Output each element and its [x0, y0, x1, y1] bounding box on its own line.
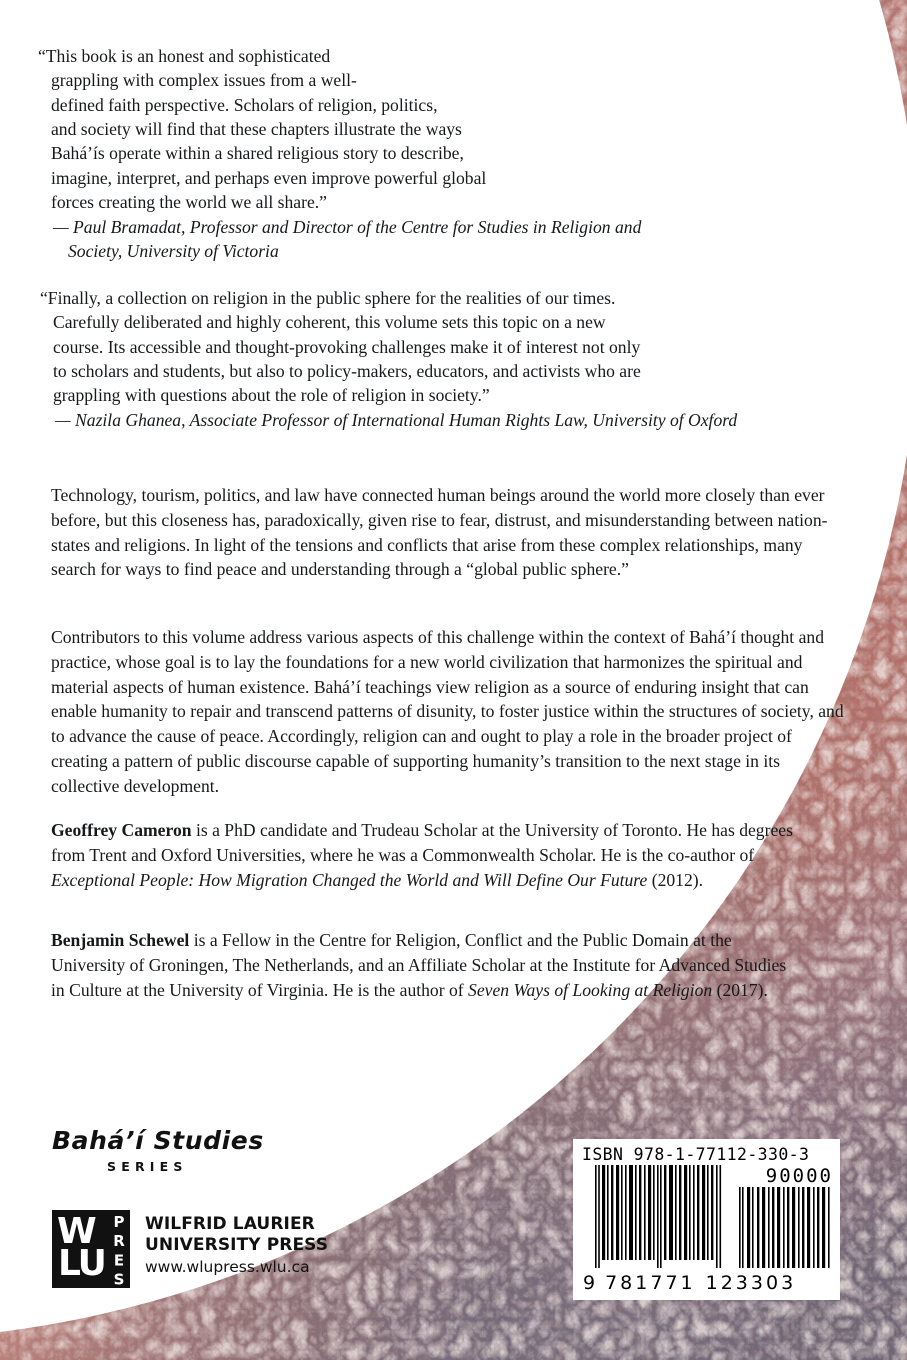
blurb-line: “This book is an honest and sophisticated — [38, 46, 331, 66]
bio-text-after: (2012). — [647, 869, 704, 890]
ean-lead-digit: 9 — [583, 1272, 597, 1294]
blurb-attribution: — Nazila Ghanea, Associate Professor of International Human Rights Law, University of Oxford — [55, 409, 738, 430]
series-word: SERIES — [107, 1159, 188, 1174]
blurb-line: Carefully deliberated and highly coherent, this volume sets this topic on a new — [53, 312, 606, 333]
author-bio-cameron — [51, 818, 811, 892]
author-name: Benjamin Schewel — [51, 930, 190, 950]
blurb-bramadat — [38, 44, 678, 263]
series-logo — [52, 1128, 264, 1174]
bio-text-after: (2017). — [712, 979, 768, 1000]
blurb-line: Bahá’ís operate within a shared religious story to describe, — [51, 143, 464, 164]
publisher-logo — [52, 1210, 329, 1309]
barcode-addon-bars-icon — [739, 1187, 831, 1268]
ean13-barcode-icon — [595, 1165, 725, 1268]
blurb-line: and society will find that these chapters illustrate the ways — [51, 119, 462, 140]
wlu-press-mark-icon — [52, 1210, 130, 1309]
description-paragraph-overview: Technology, tourism, politics, and law have connected human beings around the world more closely than ever before, but this closeness has, paradoxically, given rise to fear, distrust, and misunderstanding between nation-states and religions. In light of the tensions and conflicts that arise from these complex relationships, many search for ways to find peace and understanding through a “global public sphere.” — [51, 485, 828, 580]
bio-work-title: Exceptional People: How Migration Changed the World and Will Define Our Future — [51, 869, 648, 890]
wlu-mark-w: W — [57, 1211, 95, 1252]
isbn-number-text: ISBN 978-1-77112-330-3 — [582, 1145, 810, 1164]
blurb-line: forces creating the world we all share.” — [51, 192, 327, 213]
blurb-line: imagine, interpret, and perhaps even improve powerful global — [51, 167, 487, 188]
publisher-website-url: www.wlupress.wlu.ca — [145, 1258, 310, 1277]
wlu-mark-lu: LU — [58, 1243, 105, 1284]
blurb-line: grappling with questions about the role of religion in society.” — [53, 385, 490, 406]
blurb-line: grappling with complex issues from a well- — [51, 70, 357, 91]
author-name: Geoffrey Cameron — [51, 820, 192, 840]
ean-right-group: 123303 — [705, 1272, 797, 1294]
blurb-line: defined faith perspective. Scholars of religion, politics, — [51, 94, 438, 115]
author-bio-schewel — [51, 928, 791, 1002]
barcode-addon-digits: 90000 — [765, 1165, 833, 1187]
series-name: Bahá’í Studies — [52, 1126, 264, 1155]
ean13-human-readable-digits — [583, 1272, 796, 1294]
publisher-text-block — [145, 1210, 328, 1277]
bio-work-title: Seven Ways of Looking at Religion — [468, 979, 713, 1000]
isbn-barcode-block — [573, 1139, 840, 1300]
blurb-line: “Finally, a collection on religion in the public sphere for the realities of our times. — [40, 288, 616, 308]
ean-left-group: 781771 — [605, 1272, 696, 1294]
publisher-line-1: WILFRID LAURIER — [145, 1214, 315, 1234]
wlu-mark-press: PRESS — [110, 1213, 128, 1309]
publisher-line-2: UNIVERSITY PRESS — [145, 1234, 329, 1255]
description-paragraph-contributors: Contributors to this volume address various aspects of this challenge within the context of Bahá’í thought and practice, whose goal is to lay the foundations for a new world civilization that harmonizes the spiritual and material aspects of human existence. Bahá’í teachings view religion as a source of enduring insight that can enable humanity to repair and transcend patterns of disunity, to foster justice within the structures of society, and to advance the cause of peace. Accordingly, religion can and ought to play a role in the broader project of creating a pattern of public discourse capable of supporting humanity’s transition to the next stage in its collective development. — [51, 627, 844, 796]
blurb-line: course. Its accessible and thought-provoking challenges make it of interest not only — [53, 336, 641, 357]
blurb-attribution: — Paul Bramadat, Professor and Director of the Centre for Studies in Religion and Society, University of Victoria — [53, 216, 642, 261]
bio-text-before: is a Fellow in the Centre for Religion, Conflict and the Public Domain at the University of Groningen, The Netherlands, and an Affiliate Scholar at the Institute for Advanced Studies in Culture at the University of Virginia. He is the author of — [51, 930, 787, 1000]
bio-text-before: is a PhD candidate and Trudeau Scholar at the University of Toronto. He has degrees from Trent and Oxford Universities, where he was a Commonwealth Scholar. He is the co-author of — [51, 820, 793, 865]
blurb-ghanea — [40, 286, 740, 432]
blurb-line: to scholars and students, but also to policy-makers, educators, and activists who are — [53, 361, 641, 382]
